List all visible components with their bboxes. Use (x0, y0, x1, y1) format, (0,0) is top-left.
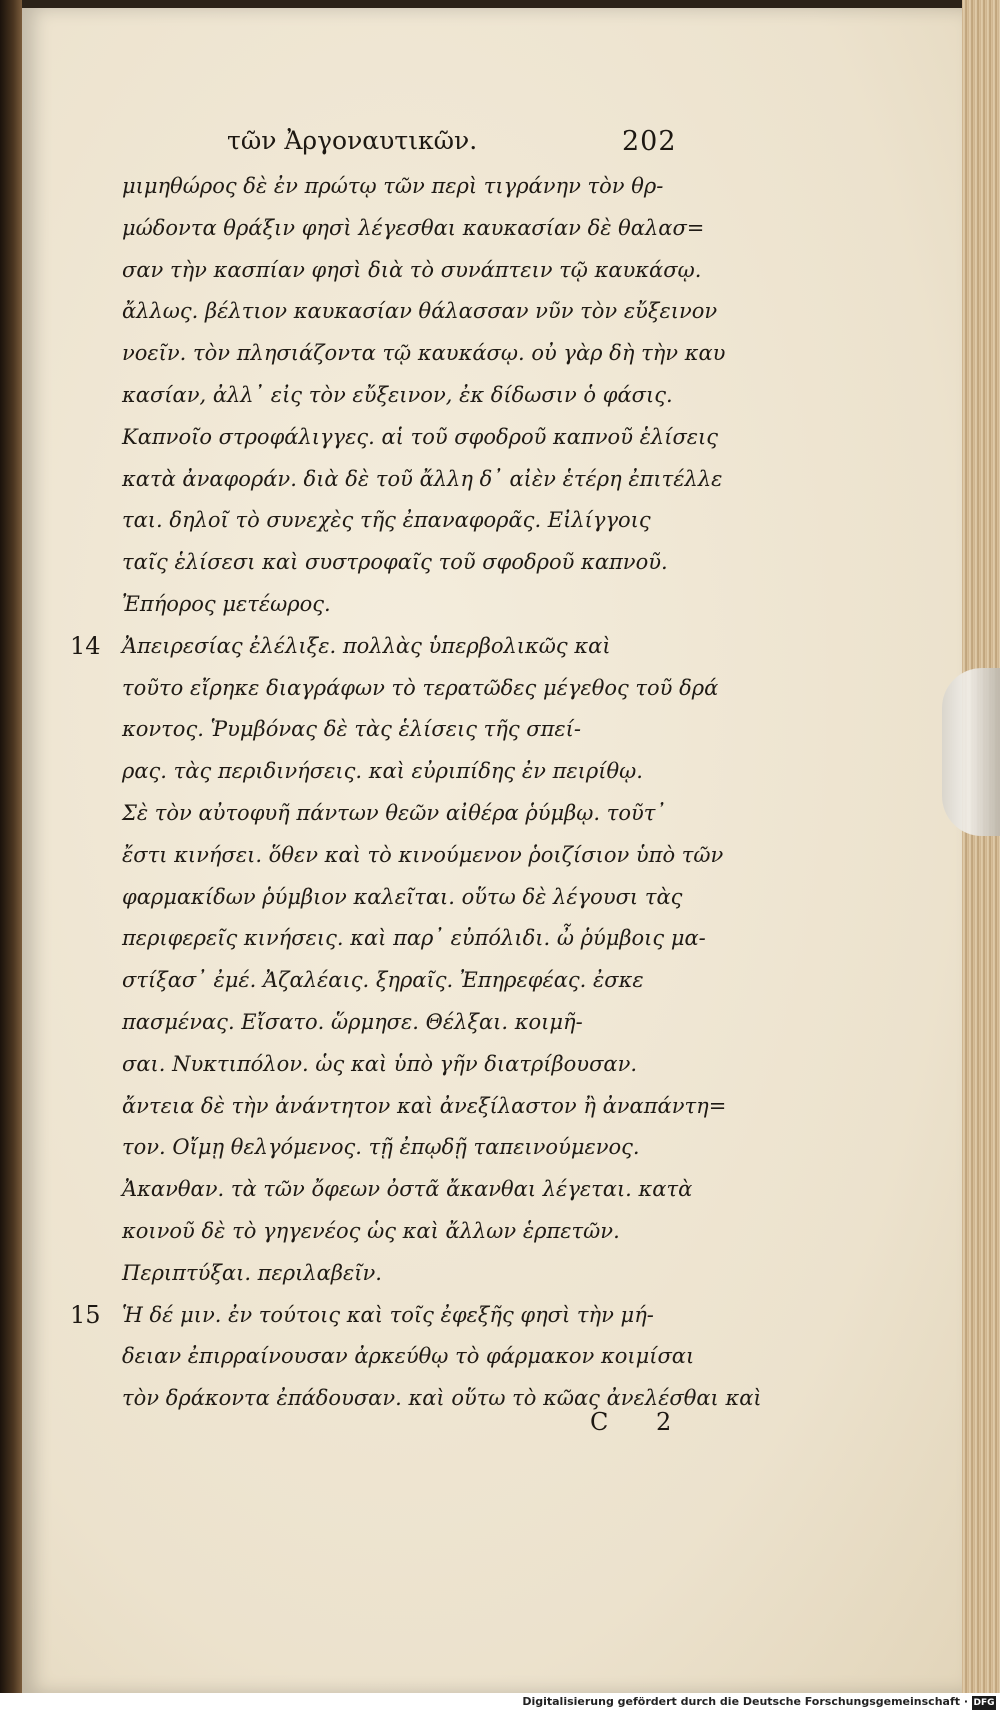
line-text: τον. Οἴμῃ θελγόμενος. τῇ ἐπῳδῇ ταπεινούμενος. (122, 1135, 640, 1160)
line-text: κοινοῦ δὲ τὸ γηγενέος ὡς καὶ ἄλλων ἑρπετῶν. (122, 1218, 620, 1243)
line-text: κατὰ ἀναφοράν. διὰ δὲ τοῦ ἄλλη δ᾽ αἰὲν ἑτέρη ἐπιτέλλε (122, 466, 723, 491)
line-text: πασμένας. Εἴσατο. ὥρμησε. Θέλξαι. κοιμῆ- (122, 1009, 583, 1034)
text-line (122, 960, 732, 1002)
line-text: τοῦτο εἴρηκε διαγράφων τὸ τερατῶδες μέγεθος τοῦ δρά (122, 675, 719, 700)
dfg-logo-icon: DFG (973, 1698, 995, 1708)
book-page (22, 8, 962, 1693)
text-line (122, 877, 732, 919)
text-line (122, 751, 732, 793)
line-text: Ἀπειρεσίας ἐλέλιξε. πολλὰς ὑπερβολικῶς καὶ (122, 633, 611, 658)
line-text: Ἡ δέ μιν. ἐν τούτοις καὶ τοῖς ἐφεξῆς φησὶ τὴν μή- (122, 1302, 654, 1327)
text-line (122, 459, 732, 501)
line-text: Περιπτύξαι. περιλαβεῖν. (122, 1260, 382, 1285)
text-line (122, 1253, 732, 1295)
text-line (122, 542, 732, 584)
line-text: ἔστι κινήσει. ὅθεν καὶ τὸ κινούμενον ῥοιζίσιον ὑπὸ τῶν (122, 842, 724, 867)
line-text: στίξασ᾽ ἐμέ. Ἀζαλέαις. ξηραῖς. Ἐπηρεφέας. ἐσκε (122, 968, 644, 993)
line-text: ἄλλως. βέλτιον καυκασίαν θάλασσαν νῦν τὸν εὔξεινον (122, 299, 718, 324)
line-text: κασίαν, ἀλλ᾽ εἰς τὸν εὔξεινον, ἐκ δίδωσιν ὁ φάσις. (122, 382, 673, 407)
text-line (122, 793, 732, 835)
line-text: νοεῖν. τὸν πλησιάζοντα τῷ καυκάσῳ. οὐ γὰρ δὴ τὴν καυ (122, 341, 726, 366)
text-line (122, 417, 732, 459)
text-line (122, 835, 732, 877)
line-text: Ἐπήορος μετέωρος. (122, 591, 331, 616)
line-text: τὸν δράκοντα ἐπάδουσαν. καὶ οὕτω τὸ κῶας ἀνελέσθαι καὶ (122, 1386, 762, 1411)
page-clip (942, 668, 1000, 836)
line-text: ταῖς ἑλίσεσι καὶ συστροφαῖς τοῦ σφοδροῦ καπνοῦ. (122, 550, 668, 575)
page-number: 202 (622, 126, 677, 157)
line-text: δειαν ἐπιρραίνουσαν ἀρκεύθῳ τὸ φάρμακον κοιμίσαι (122, 1344, 695, 1369)
text-line (122, 584, 732, 626)
text-line (122, 208, 732, 250)
text-line (70, 626, 732, 668)
line-text: περιφερεῖς κινήσεις. καὶ παρ᾽ εὐπόλιδι. ὦ ῥύμβοις μα- (122, 926, 706, 951)
signature-mark: C 2 (590, 1408, 692, 1436)
text-line (122, 709, 732, 751)
text-line (122, 1002, 732, 1044)
text-line (122, 1169, 732, 1211)
text-line (122, 166, 732, 208)
page-header (22, 126, 962, 162)
text-line (122, 668, 732, 710)
footer-bar (0, 1693, 1000, 1714)
text-line (122, 333, 732, 375)
margin-number: 14 (70, 631, 101, 660)
margin-number: 15 (70, 1300, 101, 1329)
footer-credit: Digitalisierung gefördert durch die Deutsche Forschungsgemeinschaft · (522, 1695, 968, 1708)
text-line (122, 1044, 732, 1086)
page-fore-edge (962, 0, 1000, 1714)
text-line (122, 250, 732, 292)
text-line (122, 1336, 732, 1378)
line-text: Σὲ τὸν αὐτοφυῆ πάντων θεῶν αἰθέρα ῥύμβῳ. τοῦτ᾽ (122, 800, 666, 825)
text-line (122, 1086, 732, 1128)
body-text (70, 166, 762, 1420)
line-text: φαρμακίδων ῥύμβιον καλεῖται. οὕτω δὲ λέγουσι τὰς (122, 884, 683, 909)
line-text: ται. δηλοῖ τὸ συνεχὲς τῆς ἐπαναφορᾶς. Εἰλίγγοις (122, 508, 651, 533)
line-text: Ἀκανθαν. τὰ τῶν ὄφεων ὀστᾶ ἄκανθαι λέγεται. κατὰ (122, 1177, 693, 1202)
text-line (122, 918, 732, 960)
text-line (70, 1295, 732, 1337)
line-text: σαν τὴν κασπίαν φησὶ διὰ τὸ συνάπτειν τῷ καυκάσῳ. (122, 257, 702, 282)
book-spine (0, 0, 22, 1714)
text-line (122, 375, 732, 417)
line-text: κοντος. Ῥυμβόνας δὲ τὰς ἑλίσεις τῆς σπεί- (122, 717, 582, 742)
text-line (122, 500, 732, 542)
text-line (122, 1127, 732, 1169)
line-text: σαι. Νυκτιπόλον. ὡς καὶ ὑπὸ γῆν διατρίβουσαν. (122, 1051, 638, 1076)
text-line (122, 1211, 732, 1253)
line-text: μώδοντα θράξιν φησὶ λέγεσθαι καυκασίαν δὲ θαλασ= (122, 215, 705, 240)
line-text: ρας. τὰς περιδινήσεις. καὶ εὐριπίδης ἐν πειρίθῳ. (122, 759, 643, 784)
line-text: ἄντεια δὲ τὴν ἀνάντητον καὶ ἀνεξίλαστον ἢ ἀναπάντη= (122, 1093, 727, 1118)
running-head: τῶν Ἀργοναυτικῶν. (227, 126, 478, 155)
line-text: Καπνοῖο στροφάλιγγες. αἱ τοῦ σφοδροῦ καπνοῦ ἑλίσεις (122, 424, 719, 449)
line-text: μιμηθώρος δὲ ἐν πρώτῳ τῶν περὶ τιγράνην τὸν θρ- (122, 174, 664, 198)
text-line (122, 291, 732, 333)
